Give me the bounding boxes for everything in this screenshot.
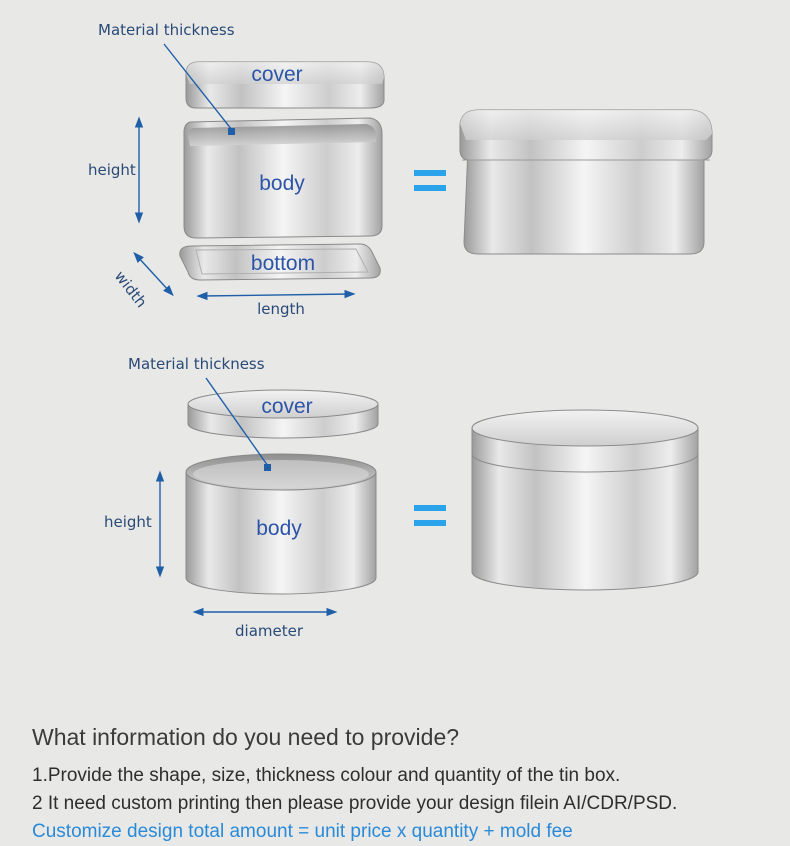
- round-equals-sign: [414, 505, 446, 526]
- info-heading: What information do you need to provide?: [32, 724, 460, 750]
- round-cover-label: cover: [261, 395, 313, 418]
- rect-box-assembled: [460, 110, 712, 254]
- round-height-label: height: [104, 513, 152, 531]
- info-line-2: 2 It need custom printing then please provide your design filein AI/CDR/PSD.: [32, 793, 678, 814]
- rect-height-label: height: [88, 161, 136, 179]
- rect-bottom-label: bottom: [250, 252, 316, 275]
- rect-length-label: length: [257, 300, 305, 318]
- round-thickness-dot: [264, 464, 271, 471]
- rect-cover-label: cover: [251, 63, 303, 86]
- rect-equals-sign: [414, 170, 446, 191]
- rect-length-arrow: [202, 294, 350, 296]
- round-material-thickness-label: Material thickness: [128, 355, 265, 373]
- rect-thickness-dot: [228, 128, 235, 135]
- round-diameter-label: diameter: [235, 622, 303, 640]
- rect-body-label: body: [259, 172, 305, 195]
- round-body-label: body: [256, 517, 302, 540]
- rect-width-arrow: [137, 256, 170, 292]
- rect-width-label: width: [110, 267, 151, 312]
- info-section: [32, 722, 782, 846]
- info-formula: Customize design total amount = unit price x quantity + mold fee: [32, 821, 573, 842]
- info-line-1: 1.Provide the shape, size, thickness colour and quantity of the tin box.: [32, 765, 621, 786]
- round-box-assembled: [472, 410, 698, 590]
- rect-material-thickness-label: Material thickness: [98, 21, 235, 39]
